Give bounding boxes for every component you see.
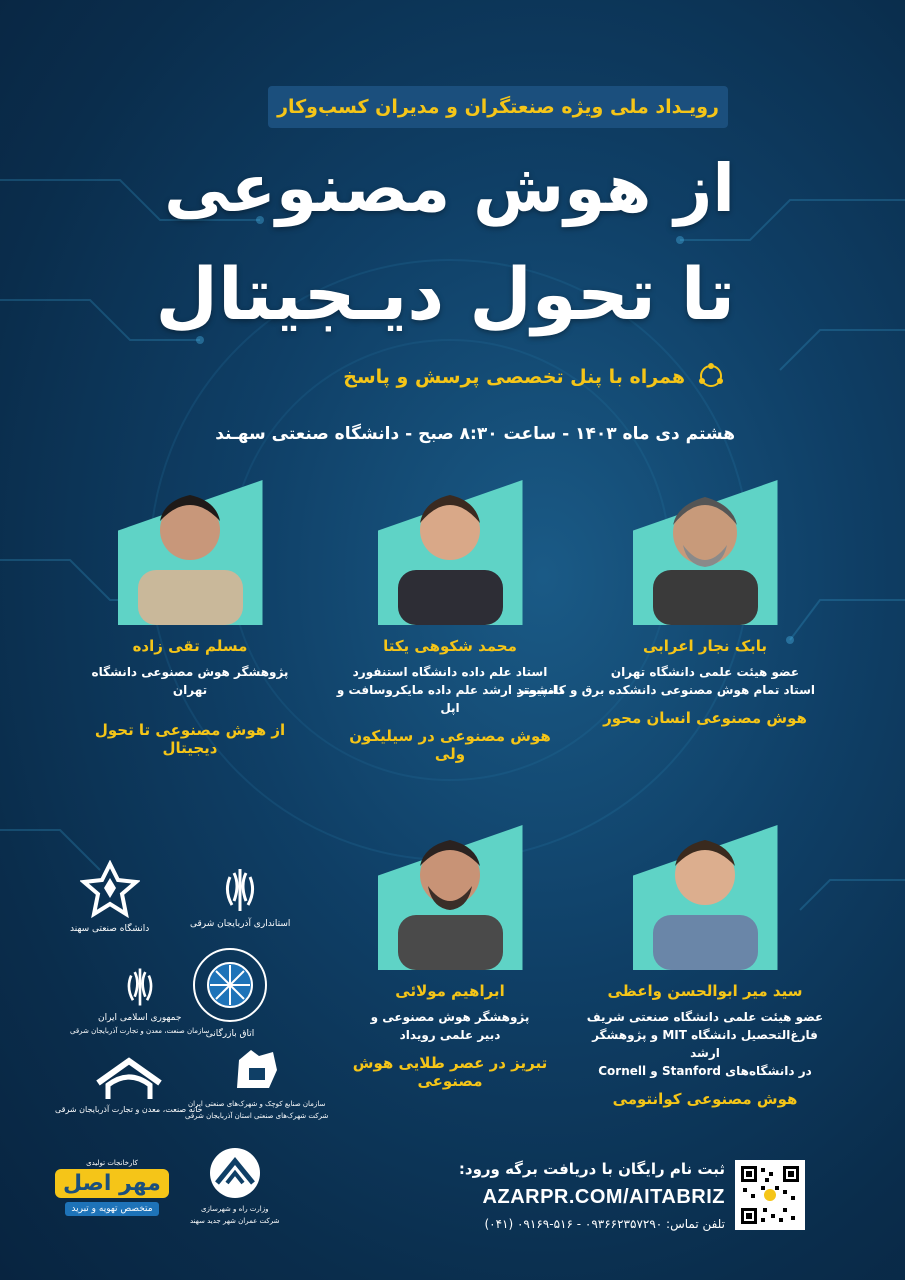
omran-logo-icon: [207, 1145, 263, 1201]
person-silhouette-icon: [643, 475, 768, 625]
speaker-name: مسلم تقی زاده: [132, 637, 248, 655]
speaker-desc-line: در دانشگاه‌های Stanford و Cornell: [598, 1064, 812, 1078]
logo-caption: وزارت راه و شهرسازی: [200, 1205, 269, 1213]
iran-emblem-icon: [122, 965, 158, 1009]
iran-emblem-icon: [220, 865, 260, 915]
main-title-line-2: تا تحول دیـجیتال: [155, 252, 735, 336]
speaker-photo: [633, 475, 778, 625]
speaker-topic: تبریز در عصر طلایی هوش مصنوعی: [352, 1054, 548, 1090]
speaker-photo: [633, 820, 778, 970]
speaker-name: ابراهیم مولائی: [395, 982, 505, 1000]
speaker-card: [75, 475, 305, 757]
speaker-topic: هوش مصنوعی در سیلیکون ولی: [349, 727, 551, 763]
speaker-desc-line: دانشمند ارشد علم داده مایکروسافت و اپل: [336, 683, 564, 715]
person-silhouette-icon: [643, 820, 768, 970]
main-title-line-1: از هوش مصنوعی: [164, 150, 735, 227]
qr-code-icon[interactable]: [735, 1160, 805, 1230]
registration-title: ثبت نام رایگان با دریافت برگه ورود:: [458, 1160, 725, 1178]
speaker-desc: [580, 1008, 830, 1080]
industrial-estates-logo: [185, 1040, 328, 1120]
speaker-photo: [378, 475, 523, 625]
speaker-desc: [75, 663, 305, 699]
logo-caption: جمهوری اسلامی ایران: [97, 1013, 182, 1023]
sahand-logo-icon: [80, 860, 140, 920]
event-date-location: هشتم دی ماه ۱۴۰۳ - ساعت ۸:۳۰ صبح - دانشگاه صنعتی سهـند: [215, 424, 735, 444]
speaker-desc: [335, 1008, 565, 1044]
person-silhouette-icon: [128, 475, 253, 625]
omran-sahand-logo: [190, 1145, 279, 1225]
event-banner-text: رویـداد ملی ویژه صنعتگران و مدیران کسب‌وکار: [277, 96, 719, 118]
house-arch-icon: [94, 1055, 164, 1101]
contact-phone: تلفن تماس: ۰۹۳۶۶۲۳۵۷۲۹۰ - ۵۱۶‌-۰۹۱۶۹ (۰۴۱): [484, 1217, 725, 1231]
person-silhouette-icon: [388, 475, 513, 625]
logo-caption: خانه صنعت، معدن و تجارت آذربایجان شرقی: [55, 1105, 203, 1114]
speaker-desc: [335, 663, 565, 717]
speaker-photo: [378, 820, 523, 970]
sahand-university-logo: [70, 860, 149, 934]
chamber-of-commerce-logo: [190, 945, 270, 1039]
logo-caption: سازمان صنایع کوچک و شهرک‌های صنعتی ایران: [188, 1100, 326, 1108]
speaker-card: [580, 820, 830, 1108]
speaker-desc-line: عضو هیئت علمی دانشگاه تهران: [610, 665, 800, 679]
mehr-asl-logo: [55, 1155, 169, 1216]
subtitle: همراه با پنل تخصصی پرسش و پاسخ: [343, 366, 685, 388]
speaker-name: محمد شکوهی یکتا: [383, 637, 517, 655]
speaker-desc-line: فارغ‌التحصیل دانشگاه MIT و پژوهشگر ارشد: [592, 1028, 818, 1060]
logo-caption: دانشگاه صنعتی سهند: [70, 924, 150, 934]
khaneh-sanat-logo: [55, 1055, 203, 1114]
registration-url[interactable]: AZARPR.COM/AITABRIZ: [482, 1186, 725, 1208]
logo-caption: اتاق بازرگانی: [205, 1029, 255, 1039]
logo-caption: شرکت عمران شهر جدید سهند: [190, 1217, 280, 1225]
speaker-topic: هوش مصنوعی انسان محور: [603, 709, 807, 727]
speaker-desc-line: پژوهشگر هوش مصنوعی دانشگاه تهران: [91, 665, 289, 697]
speaker-topic: از هوش مصنوعی تا تحول دیجیتال: [94, 721, 286, 757]
sponsor-logos: [40, 845, 329, 1245]
ostandari-logo: [190, 865, 290, 929]
factory-map-icon: [229, 1040, 285, 1096]
speaker-desc: [517, 663, 815, 699]
speaker-card: [335, 475, 565, 763]
logo-caption: استانداری آذربایجان شرقی: [190, 919, 291, 929]
speaker-desc-line: پژوهشگر هوش مصنوعی و: [370, 1010, 530, 1024]
speaker-name: بابک نجار اعرابی: [642, 637, 768, 655]
speaker-desc-line: استاد تمام هوش مصنوعی دانشکده برق و کامپیوتر: [517, 683, 815, 697]
logo-caption: شرکت شهرک‌های صنعتی استان آذربایجان شرقی: [185, 1112, 329, 1120]
speaker-desc-line: استاد علم داده دانشگاه استنفورد: [352, 665, 548, 679]
chamber-gear-icon: [190, 945, 270, 1025]
speaker-card: [517, 475, 815, 727]
speaker-name: سید میر ابوالحسن واعظی: [607, 982, 803, 1000]
logo-caption: متخصص تهویه و تبرید: [65, 1202, 158, 1216]
samt-logo: [70, 965, 209, 1035]
speaker-desc-line: دبیر علمی رویداد: [399, 1028, 501, 1042]
registration-block: [459, 1160, 725, 1231]
logo-caption: کارخانجات تولیدی: [86, 1159, 138, 1167]
logo-caption: سازمان صنعت، معدن و تجارت آذربایجان شرقی: [70, 1027, 210, 1035]
speaker-desc-line: عضو هیئت علمی دانشگاه صنعتی شریف: [586, 1010, 824, 1024]
person-silhouette-icon: [388, 820, 513, 970]
speaker-card: [335, 820, 565, 1090]
mehr-asl-brand: مهر اصل: [55, 1169, 169, 1198]
speaker-topic: هوش مصنوعی کوانتومی: [612, 1090, 798, 1108]
speaker-photo: [118, 475, 263, 625]
network-icon: [697, 362, 725, 390]
event-banner: [268, 86, 728, 128]
